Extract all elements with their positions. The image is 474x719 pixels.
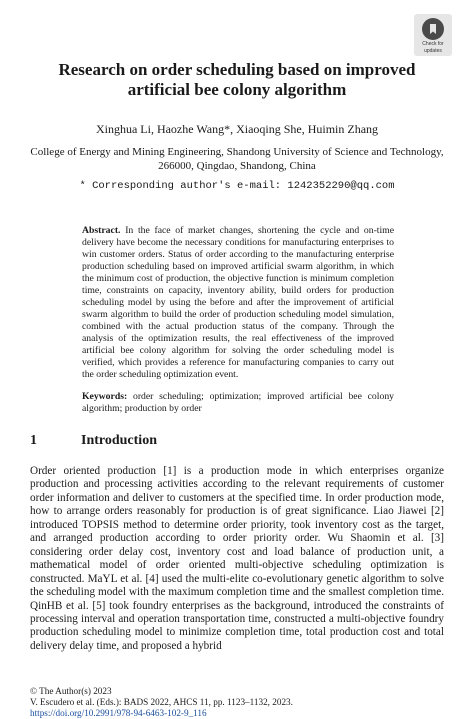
section-heading xyxy=(30,433,157,449)
doi-link[interactable]: https://doi.org/10.2991/978-94-6463-102-9_116 xyxy=(30,708,207,718)
author-list: Xinghua Li, Haozhe Wang*, Xiaoqing She, Huimin Zhang xyxy=(95,122,379,136)
section-number: 1 xyxy=(30,433,37,448)
affiliation xyxy=(30,146,444,173)
check-for-updates-badge[interactable] xyxy=(414,14,452,56)
abstract-label: Abstract. xyxy=(82,225,121,236)
badge-text-line1: Check for xyxy=(422,41,444,47)
bookmark-icon xyxy=(422,18,444,40)
introduction-body xyxy=(30,465,444,653)
keywords xyxy=(82,391,394,415)
intro-paragraph: Order oriented production [1] is a production mode in which enterprises organize production and processing activities according to the relevant requirements of customer order information and deliver to customers at the specified time. In order production mode, how to arrange orders reasonably for production is of great significance. Liao Jiawei [2] introduced TOPSIS method to determine order priority, took inventory cost as the target, and arranged production according to order priority order. Wu Shaomin et al. [3] considering order delay cost, inventory cost and load balance of production unit, a mathematical model of order oriented multi-objective scheduling optimization is constructed. MaYL et al. [4] used the multi-elite co-evolutionary genetic algorithm to solve the scheduling model with the maximum completion time and the smallest completion time. QinHB et al. [5] took foundry enterprises as the background, introduced the constraints of processing interval and operation transportation time, constructed a multi-objective foundry production scheduling model to minimize completion time, total production cost and total delivery delay time, and proposed a hybrid xyxy=(30,465,444,652)
affiliation-line1: College of Energy and Mining Engineering, Shandong University of Science and Technology, xyxy=(30,146,444,158)
affiliation-line2: 266000, Qingdao, Shandong, China xyxy=(158,159,316,172)
keywords-text: order scheduling; optimization; improved artificial bee colony algorithm; production by order xyxy=(82,391,395,414)
title-line1: Research on order scheduling based on improved xyxy=(58,60,416,79)
title-line2: artificial bee colony algorithm xyxy=(127,80,347,99)
abstract xyxy=(82,225,394,381)
page-footer xyxy=(30,686,293,719)
paper-title xyxy=(30,60,444,100)
section-title: Introduction xyxy=(81,433,157,448)
keywords-label: Keywords: xyxy=(82,391,128,402)
badge-text-line2: updates xyxy=(424,48,442,54)
corresponding-email: * Corresponding author's e-mail: 1242352290@qq.com xyxy=(79,180,395,192)
copyright-notice: © The Author(s) 2023 xyxy=(30,686,112,696)
citation-info: V. Escudero et al. (Eds.): BADS 2022, AHCS 11, pp. 1123–1132, 2023. xyxy=(30,697,293,707)
abstract-text: In the face of market changes, shortening the cycle and on-time delivery have become the necessary conditions for manufacturing enterprises to win customer orders. Status of order according to the manufacturing enterprise production scheduling based on improved artificial swarm algorithm, in which the minimum cost of production, the objective function is minimum completion time, constraints on capacity, inventory ability, build orders for production scheduling model by using the before and after the improvement of artificial swarm algorithm to build the order of production scheduling model simulation, combined with the actual production status of the company. Through the analysis of the optimization results, the real effectiveness of the improved artificial bee colony algorithm for solving the order scheduling model is verified, which provides a reference for manufacturing companies to carry out the order scheduling optimization event. xyxy=(82,225,395,380)
